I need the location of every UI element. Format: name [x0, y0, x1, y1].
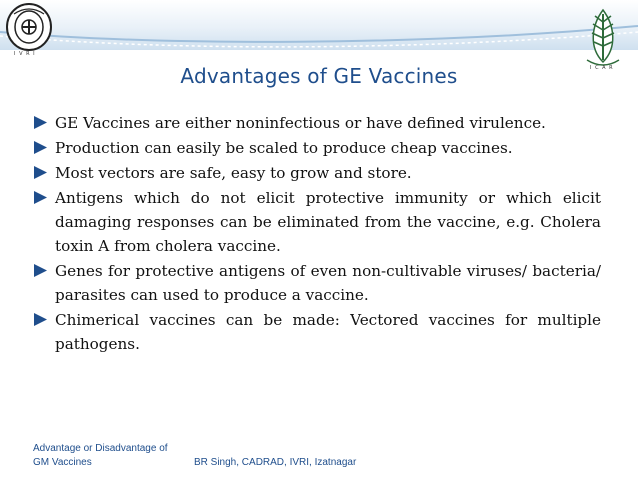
bullet-item [31, 111, 601, 135]
bullet-text: GE Vaccines are either noninfectious or have defined virulence. [55, 114, 546, 132]
bullet-item [31, 136, 601, 160]
footer-left [33, 442, 168, 470]
slide-title: Advantages of GE Vaccines [180, 64, 458, 88]
bullet-mark-icon [33, 140, 48, 155]
bullet-text: Antigens which do not elicit protective immunity or which elicit damaging responses can be eliminated from the vaccine, e.g. Cholera toxin A from cholera vaccine. [55, 189, 601, 255]
icar-logo-text: I C A R [590, 65, 614, 71]
bullet-item [31, 259, 601, 307]
bullet-list [31, 111, 601, 357]
bullet-item [31, 186, 601, 258]
bullet-mark-icon [33, 165, 48, 180]
bullet-mark-icon [33, 312, 48, 327]
bullet-item [31, 161, 601, 185]
ivri-logo-text: I V R I [14, 51, 36, 57]
footer-author: BR Singh, CADRAD, IVRI, Izatnagar [194, 457, 357, 468]
footer-left-line2: GM Vaccines [33, 457, 92, 468]
header-decoration [0, 0, 638, 60]
bullet-text: Production can easily be scaled to produce cheap vaccines. [55, 139, 513, 157]
bullet-item [31, 308, 601, 356]
footer-left-line1: Advantage or Disadvantage of [33, 443, 168, 454]
bullet-text: Genes for protective antigens of even non-cultivable viruses/ bacteria/ parasites can used to produce a vaccine. [55, 262, 601, 304]
bullet-mark-icon [33, 190, 48, 205]
bullet-text: Most vectors are safe, easy to grow and store. [55, 164, 412, 182]
bullet-mark-icon [33, 115, 48, 130]
bullet-text: Chimerical vaccines can be made: Vectored vaccines for multiple pathogens. [55, 311, 601, 353]
bullet-mark-icon [33, 263, 48, 278]
